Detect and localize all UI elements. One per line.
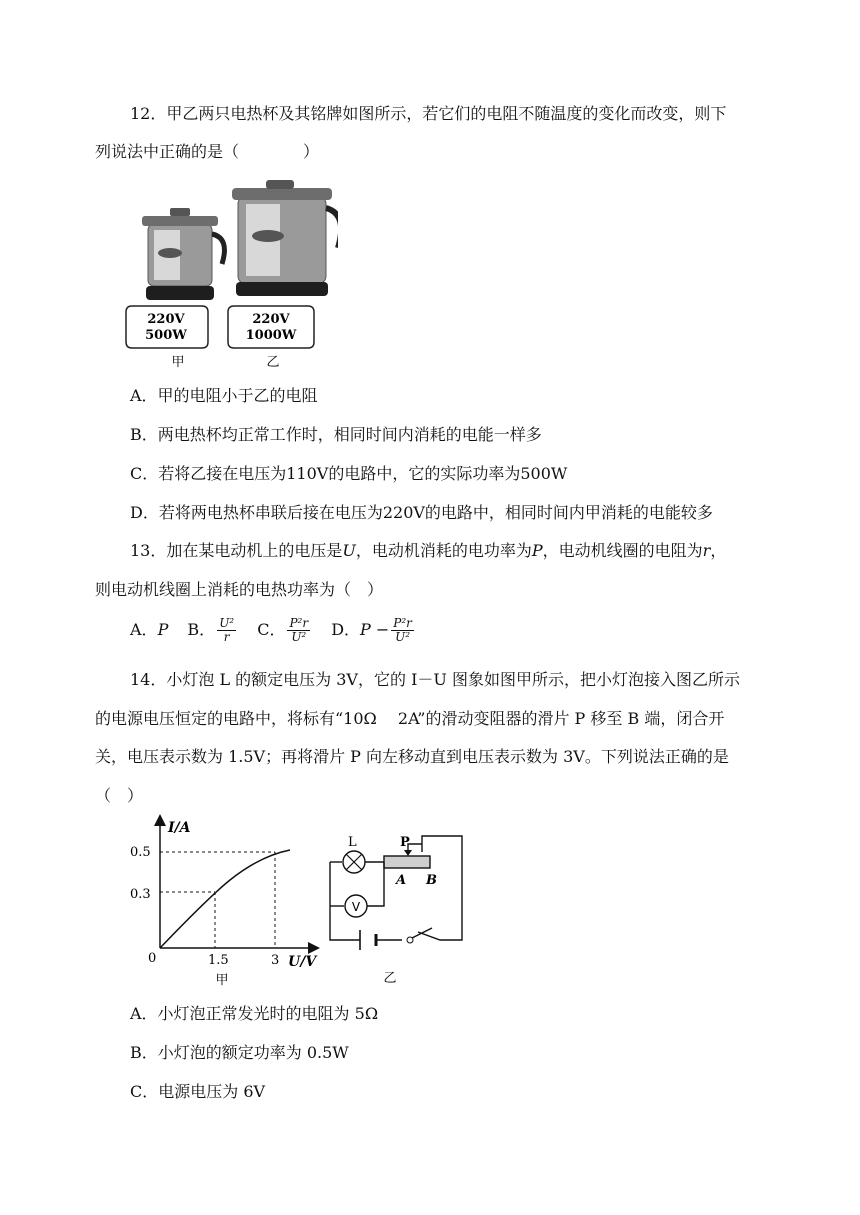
q12-option-b: B．两电热杯均正常工作时，相同时间内消耗的电能一样多 xyxy=(130,425,542,444)
q13-options: A．P B． $\frac{\text{U²}}{r}$ C． $\frac{\text{P²r}}{\text{U²}}$ D．P − $\frac{\text{P²r}}{\text{U²}}$ xyxy=(130,616,412,644)
q13-option-d-fraction: $\frac{\text{P²r}}{\text{U²}}$ xyxy=(393,616,412,644)
q14-stem-line3: 关，电压表示数为 1.5V；再将滑片 P 向左移动直到电压表示数为 3V。下列说法正确的是 xyxy=(95,747,729,766)
rheostat-icon xyxy=(384,856,430,868)
y-tick-05: 0.5 xyxy=(130,845,151,860)
slider-label: P xyxy=(400,835,410,850)
cup-jia-icon xyxy=(142,208,224,300)
q12-option-d: D．若将两电热杯串联后接在电压为220V的电路中，相同时间内甲消耗的电能较多 xyxy=(130,503,713,522)
q14-stem-line4: （ ） xyxy=(95,786,144,805)
q14-option-b: B．小灯泡的额定功率为 0.5W xyxy=(130,1043,349,1062)
q14-option-a: A．小灯泡正常发光时的电阻为 5Ω xyxy=(130,1004,379,1023)
q12-option-c: C．若将乙接在电压为110V的电路中，它的实际功率为500W xyxy=(130,464,568,483)
x-tick-3: 3 xyxy=(271,953,280,968)
q13-option-b-label: B． xyxy=(187,620,216,639)
cup-yi-power: 1000W xyxy=(245,328,297,343)
end-a-label: A xyxy=(396,873,407,888)
cup-jia-label: 甲 xyxy=(171,355,185,370)
q14-circuit-diagram xyxy=(322,822,472,990)
q14-stem-line1: 14．小灯泡 L 的额定电压为 3V，它的 I－U 图象如图甲所示，把小灯泡接入图乙所示 xyxy=(130,670,740,689)
q13-option-b-fraction: $\frac{\text{U²}}{r}$ xyxy=(219,616,235,644)
q14-option-c: C．电源电压为 6V xyxy=(130,1082,266,1101)
cup-yi-label: 乙 xyxy=(266,355,280,370)
q13-option-c-fraction: $\frac{\text{P²r}}{\text{U²}}$ xyxy=(289,616,309,644)
x-tick-15: 1.5 xyxy=(208,953,229,968)
q12-option-a: A．甲的电阻小于乙的电阻 xyxy=(130,386,318,405)
lamp-label: L xyxy=(348,835,357,850)
q13-option-c-label: C． xyxy=(257,620,286,639)
q14-stem-line2: 的电源电压恒定的电路中，将标有“10Ω 2A”的滑动变阻器的滑片 P 移至 B 端，闭合开 xyxy=(95,709,725,728)
q12-stem-line1: 12．甲乙两只电热杯及其铭牌如图所示，若它们的电阻不随温度的变化而改变，则下 xyxy=(130,104,727,123)
q13-stem-line1: 13．加在某电动机上的电压是U，电动机消耗的电功率为P，电动机线圈的电阻为r， xyxy=(130,541,727,560)
q12-cups-figure xyxy=(118,176,338,372)
q13-option-a-label: A． xyxy=(130,620,158,639)
end-b-label: B xyxy=(426,873,437,888)
cup-yi-icon xyxy=(232,180,338,296)
circuit-caption: 乙 xyxy=(383,971,397,986)
cup-jia-voltage: 220V xyxy=(147,312,185,327)
graph-caption: 甲 xyxy=(215,973,229,988)
iu-curve xyxy=(160,850,290,948)
q14-iu-graph xyxy=(120,814,320,990)
voltmeter-label: V xyxy=(351,900,361,914)
cup-yi-voltage: 220V xyxy=(252,312,290,327)
q13-stem-line2: 则电动机线圈上消耗的电热功率为（ ） xyxy=(95,580,384,599)
origin-label: 0 xyxy=(148,951,157,966)
cup-jia-power: 500W xyxy=(145,328,187,343)
q12-stem-line2: 列说法中正确的是（ ） xyxy=(95,142,320,161)
y-tick-03: 0.3 xyxy=(130,887,151,902)
q13-option-a-value: P xyxy=(157,620,169,639)
q13-option-d-label: D． xyxy=(331,620,361,639)
y-axis-label: I/A xyxy=(168,820,191,836)
x-axis-label: U/V xyxy=(288,954,317,970)
